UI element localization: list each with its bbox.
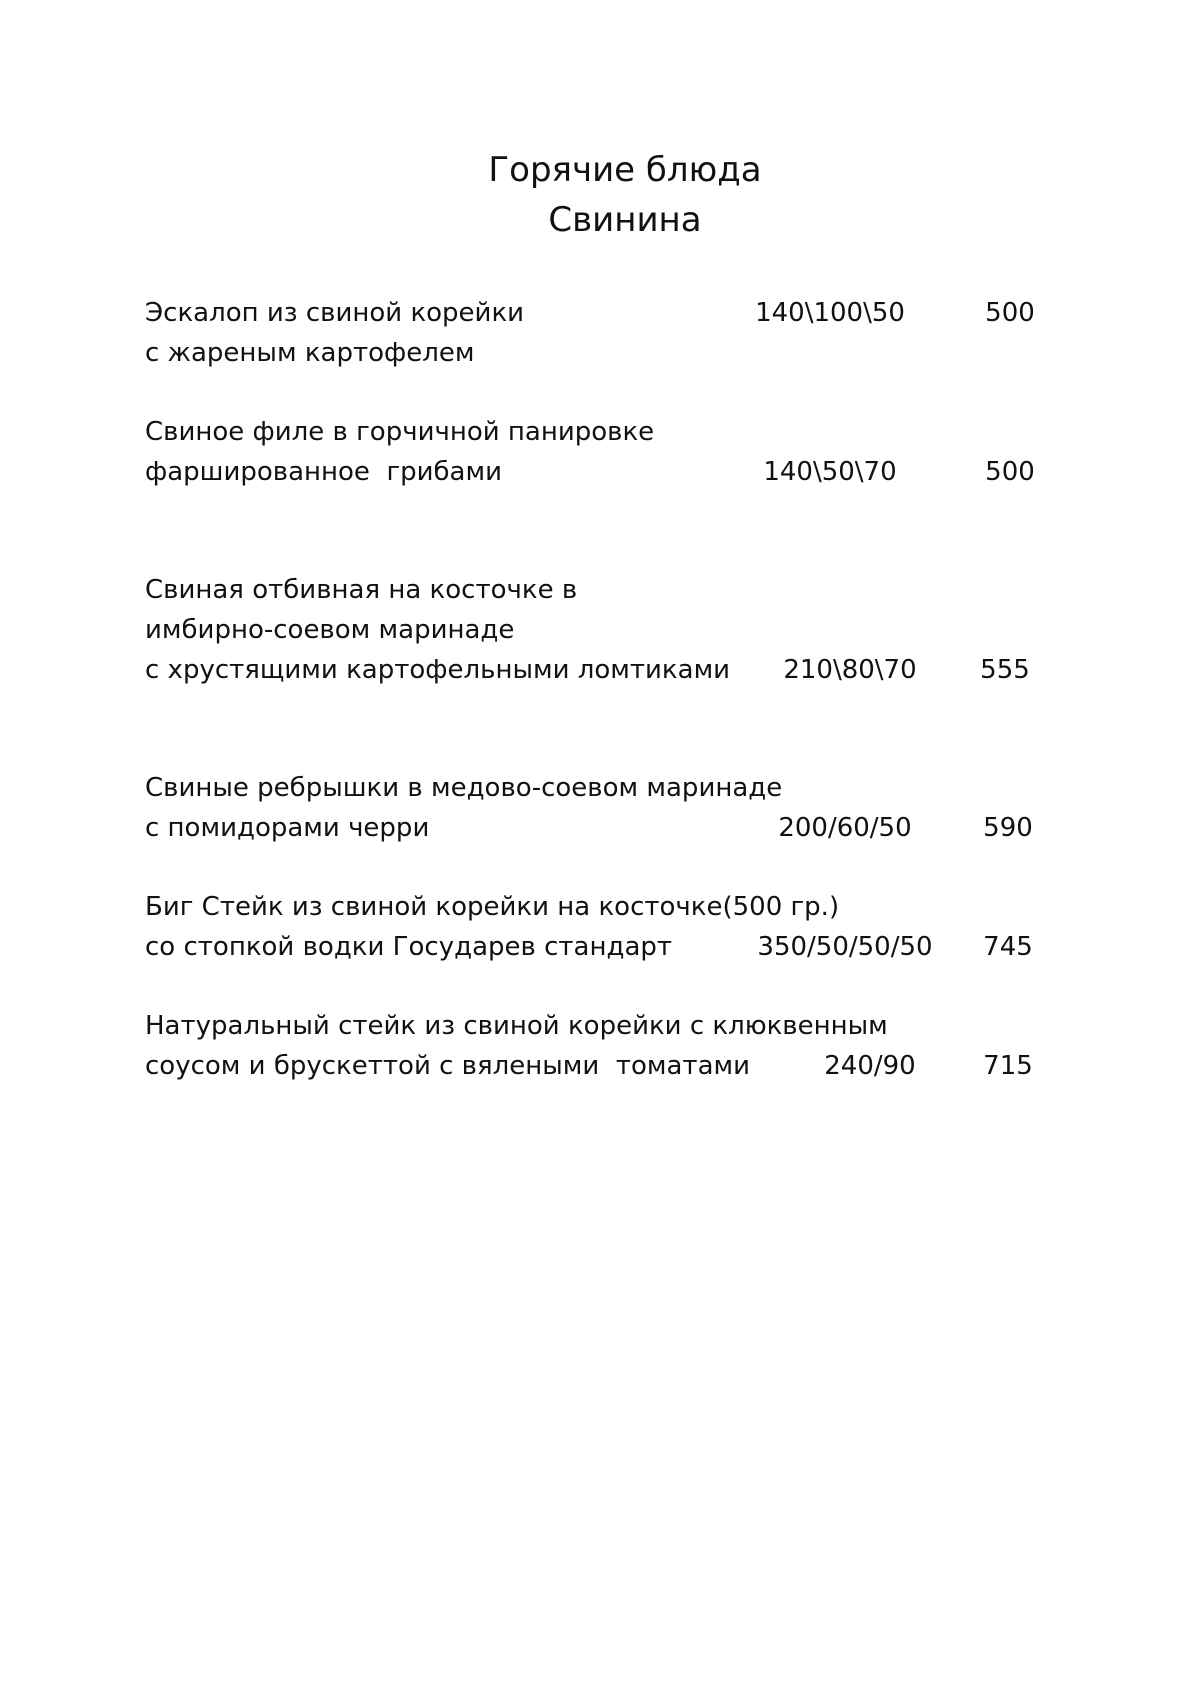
item-portion: 240/90 [824,1051,916,1081]
item-portion: 350/50/50/50 [757,932,933,962]
menu-subtitle: Свинина [548,200,702,240]
item-price: 500 [985,298,1035,328]
menu-title: Горячие блюда [488,150,762,190]
item-name-line: соусом и брускеттой с вялеными томатами [145,1051,751,1081]
item-price: 715 [983,1051,1033,1081]
item-price: 590 [983,813,1033,843]
item-name-line: Свиные ребрышки в медово-соевом маринаде [145,773,783,803]
item-portion: 140\50\70 [763,457,897,487]
item-name-line: фаршированное грибами [145,457,502,487]
item-name-line: имбирно-соевом маринаде [145,615,515,645]
item-name-line: Биг Стейк из свиной корейки на косточке(500 гр.) [145,892,840,922]
item-portion: 200/60/50 [778,813,912,843]
item-name-line: Свиная отбивная на косточке в [145,575,578,605]
item-name-line: Натуральный стейк из свиной корейки с клюквенным [145,1011,888,1041]
item-price: 745 [983,932,1033,962]
item-name-line: с помидорами черри [145,813,430,843]
item-price: 500 [985,457,1035,487]
item-price: 555 [980,655,1030,685]
item-name-line: со стопкой водки Государев стандарт [145,932,673,962]
item-name-line: Эскалоп из свиной корейки [145,298,525,328]
item-name-line: с хрустящими картофельными ломтиками [145,655,731,685]
item-name-line: Свиное филе в горчичной панировке [145,417,655,447]
item-portion: 140\100\50 [755,298,905,328]
item-name-line: с жареным картофелем [145,338,475,368]
item-portion: 210\80\70 [783,655,917,685]
